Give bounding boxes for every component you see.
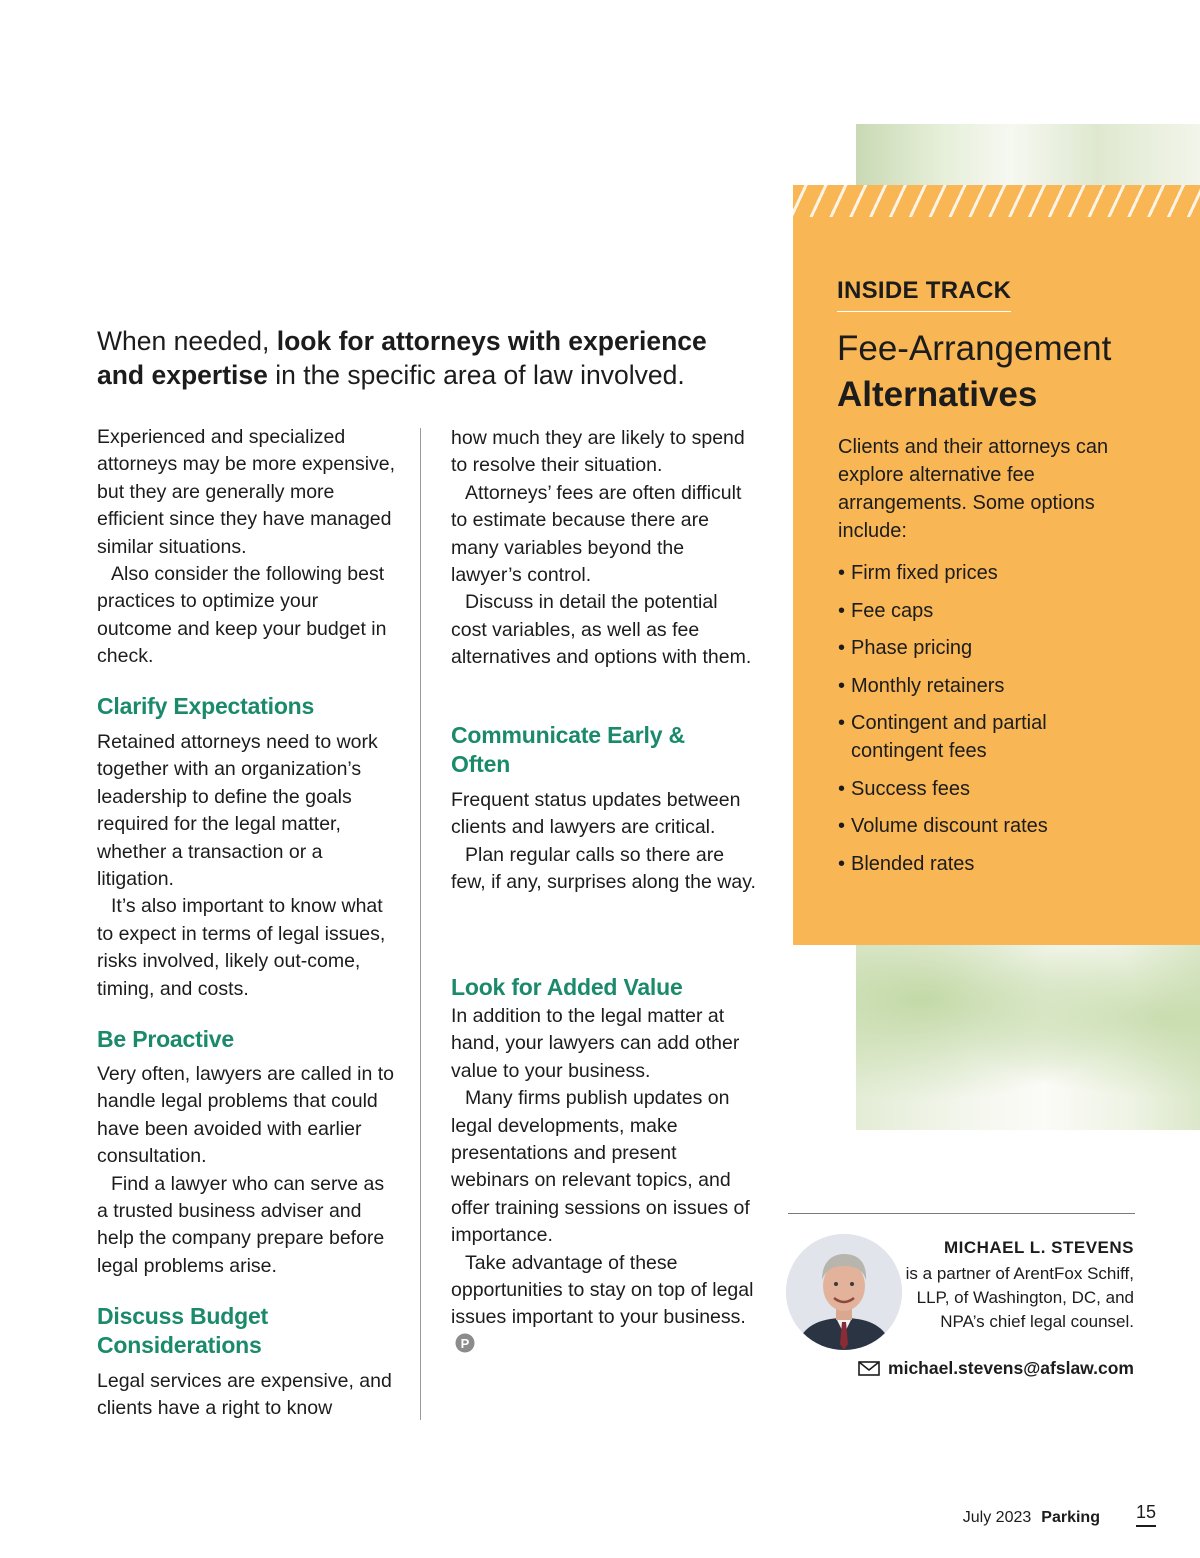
- communicate-section-text: Frequent status updates between clients and lawyers are critical. Plan regular calls so there are few, if any, surprises along the way.: [451, 789, 756, 894]
- added-value-section-text: In addition to the legal matter at hand, your lawyers can add other value to your business. Many firms publish updates on legal developments, make presentations and present webinars on relevant topics, and offer training sessions on issues of importance. Take advantage of these opportunities to stay on top of legal issues important to your business. P: [451, 1005, 754, 1351]
- budget-section-text: Legal services are expensive, and clients have a right to know: [97, 1370, 392, 1420]
- body-column-1-intro: Experienced and specialized attorneys may be more expensive, but they are generally more efficient since they have managed similar situations. Also consider the following best practices to optimize your outcome and keep your budget in check.: [97, 426, 396, 668]
- subhead-clarify-expectations: Clarify Expectations: [97, 693, 315, 719]
- list-item: • Success fees: [838, 775, 1138, 803]
- end-mark-icon: [455, 1333, 475, 1353]
- fee-options-list: [838, 559, 1138, 887]
- sidebar-title-bold: Alternatives: [837, 375, 1038, 414]
- background-photo-top: [856, 124, 1200, 186]
- sidebar-intro: Clients and their attorneys can explore alternative fee arrangements. Some options include:: [838, 436, 1109, 542]
- list-item: • Volume discount rates: [838, 812, 1138, 840]
- list-item: • Monthly retainers: [838, 672, 1138, 700]
- subhead-be-proactive: Be Proactive: [97, 1026, 234, 1052]
- author-email-link[interactable]: michael.stevens@afslaw.com: [888, 1358, 1134, 1378]
- magazine-name: Parking: [1041, 1509, 1100, 1526]
- page-footer: [963, 1502, 1156, 1527]
- bullet-icon: •: [838, 712, 846, 734]
- mail-icon: [858, 1361, 880, 1376]
- author-portrait-icon: [786, 1234, 902, 1350]
- issue-date: July 2023: [962, 1509, 1032, 1526]
- pull-headline: When needed, look for attorneys with experience and expertise in the specific area of law involved.: [97, 326, 707, 390]
- inside-track-sidebar: [793, 185, 1200, 945]
- background-photo-bottom: [856, 944, 1200, 1130]
- proactive-section-text: Very often, lawyers are called in to handle legal problems that could have been avoided with earlier consultation. Find a lawyer who can serve as a trusted business adviser and help the company prepare before legal problems arise.: [97, 1063, 394, 1277]
- list-item: • Firm fixed prices: [838, 559, 1138, 587]
- column-divider: [420, 428, 421, 1420]
- bullet-icon: •: [838, 852, 846, 875]
- bullet-icon: •: [838, 562, 846, 584]
- page-number: 15: [1136, 1502, 1156, 1527]
- bullet-icon: •: [838, 637, 846, 659]
- bullet-icon: •: [838, 674, 846, 697]
- list-item: • Fee caps: [838, 597, 1138, 625]
- bullet-icon: •: [838, 599, 846, 622]
- sidebar-hatch-pattern: [793, 185, 1200, 217]
- author-email-row: [858, 1358, 1134, 1379]
- author-bio: is a partner of ArentFox Schiff, LLP, of Washington, DC, and NPA’s chief legal counsel.: [905, 1264, 1134, 1331]
- subhead-added-value: Look for Added Value: [451, 974, 683, 1000]
- clarify-section-text: Retained attorneys need to work together with an organization’s leadership to define the goals required for the legal matter, whether a transaction or a litigation. It’s also important to know what to expect in terms of legal issues, risks involved, likely out-come, timing, and costs.: [97, 731, 386, 1000]
- list-item: • Phase pricing: [838, 634, 1138, 662]
- author-name: MICHAEL L. STEVENS: [943, 1238, 1134, 1257]
- svg-text:P: P: [460, 1335, 470, 1351]
- body-column-2-intro: how much they are likely to spend to resolve their situation. Attorneys’ fees are often difficult to estimate because there are many variables beyond the lawyer’s control. Discuss in detail the potential cost variables, as well as fee alternatives and options with them.: [451, 427, 752, 669]
- list-item: • Contingent and partial contingent fees: [838, 709, 1138, 765]
- subhead-discuss-budget: Discuss Budget Considerations: [97, 1303, 269, 1358]
- sidebar-title-light: Fee-Arrangement: [837, 329, 1112, 368]
- bullet-icon: •: [838, 777, 846, 800]
- list-item: • Blended rates: [838, 850, 1138, 878]
- author-avatar: [786, 1234, 902, 1350]
- author-divider: [788, 1213, 1135, 1214]
- sidebar-kicker: INSIDE TRACK: [837, 277, 1011, 312]
- bullet-icon: •: [838, 815, 846, 837]
- subhead-communicate: Communicate Early & Often: [451, 722, 685, 777]
